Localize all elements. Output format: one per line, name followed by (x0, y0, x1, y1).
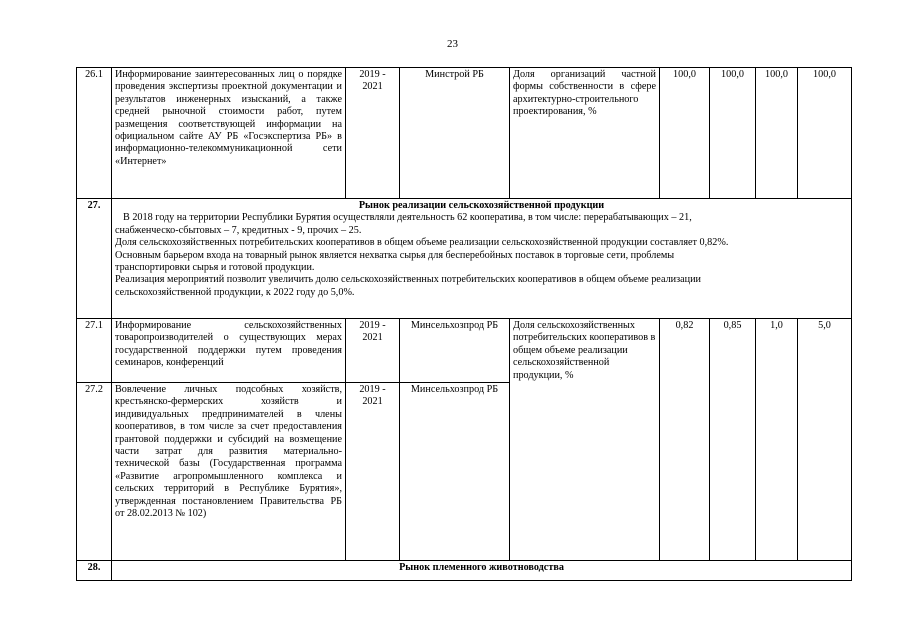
period-cell: 2019 - 2021 (346, 319, 400, 383)
measures-table (76, 67, 852, 581)
measure-description: Вовлечение личных подсобных хозяйств, крестьянско-фермерских хозяйств и индивидуальных предпринимателей в члены кооперативов, в том числе за счет предоставления грантовой поддержки и субсидий на возмещение части затрат для развития материально-технической базы (Государственная программа «Развитие агропромышленного комплекса и сельских территорий в Республике Бурятия», утвержденная постановлением Правительства РБ от 28.02.2013 № 102) (112, 383, 346, 561)
value-cell-1: 0,82 (660, 319, 710, 561)
row-number: 27.1 (77, 319, 112, 383)
row-number: 27.2 (77, 383, 112, 561)
value-cell-3: 100,0 (756, 68, 798, 199)
value-cell-2: 0,85 (710, 319, 756, 561)
section-paragraph-line: Реализация мероприятий позволит увеличить долю сельскохозяйственных потребительских кооперативов в общем объеме реализации (115, 274, 702, 286)
page-number: 23 (447, 38, 458, 50)
section-paragraph-line: В 2018 году на территории Республики Бурятия осуществляли деятельность 62 кооператива, в том числе: перерабатывающих – 21, (123, 212, 692, 224)
value-cell-4: 5,0 (798, 319, 852, 561)
executor-cell: Минсельхозпрод РБ (400, 383, 510, 561)
measure-description: Информирование заинтересованных лиц о порядке проведения экспертизы проектной документации и результатов инженерных изысканий, а также средней рыночной стоимости работ, путем размещения соответствующей информации на официальном сайте АУ РБ «Госэкспертиза РБ» в информационно-телекоммуникационной сети «Интернет» (112, 68, 346, 199)
value-cell-1: 100,0 (660, 68, 710, 199)
section-title: Рынок реализации сельскохозяйственной продукции (358, 200, 605, 211)
section-paragraph-line: транспортировки сырья и готовой продукции. (115, 262, 315, 274)
section-paragraph-line: сельскохозяйственной продукции, к 2022 году до 5,0%. (115, 286, 355, 298)
section-title: Рынок племенного животноводства (112, 561, 852, 581)
period-cell: 2019 - 2021 (346, 68, 400, 199)
section-row-27 (77, 199, 852, 319)
section-number: 27. (77, 199, 112, 319)
measure-description: Информирование сельскохозяйственных товаропроизводителей о существующих мерах государственной поддержки путем проведения семинаров, конференций (112, 319, 346, 383)
section-paragraph-line: Доля сельскохозяйственных потребительских кооперативов в общем объеме реализации сельскохозяйственной продукции составляет 0,82%. (115, 237, 729, 249)
executor-cell: Минсельхозпрод РБ (400, 319, 510, 383)
section-description (112, 199, 852, 319)
indicator-cell: Доля сельскохозяйственных потребительских кооперативов в общем объеме реализации сельскохозяйственной продукции, % (510, 319, 660, 561)
indicator-cell: Доля организаций частной формы собственности в сфере архитектурно-строительного проектирования, % (510, 68, 660, 199)
row-number: 26.1 (77, 68, 112, 199)
table-row-26-1 (77, 68, 852, 199)
value-cell-3: 1,0 (756, 319, 798, 561)
value-cell-4: 100,0 (798, 68, 852, 199)
period-cell: 2019 - 2021 (346, 383, 400, 561)
value-cell-2: 100,0 (710, 68, 756, 199)
section-row-28 (77, 561, 852, 581)
executor-cell: Минстрой РБ (400, 68, 510, 199)
section-number: 28. (77, 561, 112, 581)
table-row-27-1 (77, 319, 852, 383)
section-paragraph-line: Основным барьером входа на товарный рынок является нехватка сырья для бесперебойных поставок в торговые сети, проблемы (115, 249, 675, 261)
section-paragraph-line: снабженческо-сбытовых – 7, кредитных - 9, прочих – 25. (115, 224, 362, 236)
